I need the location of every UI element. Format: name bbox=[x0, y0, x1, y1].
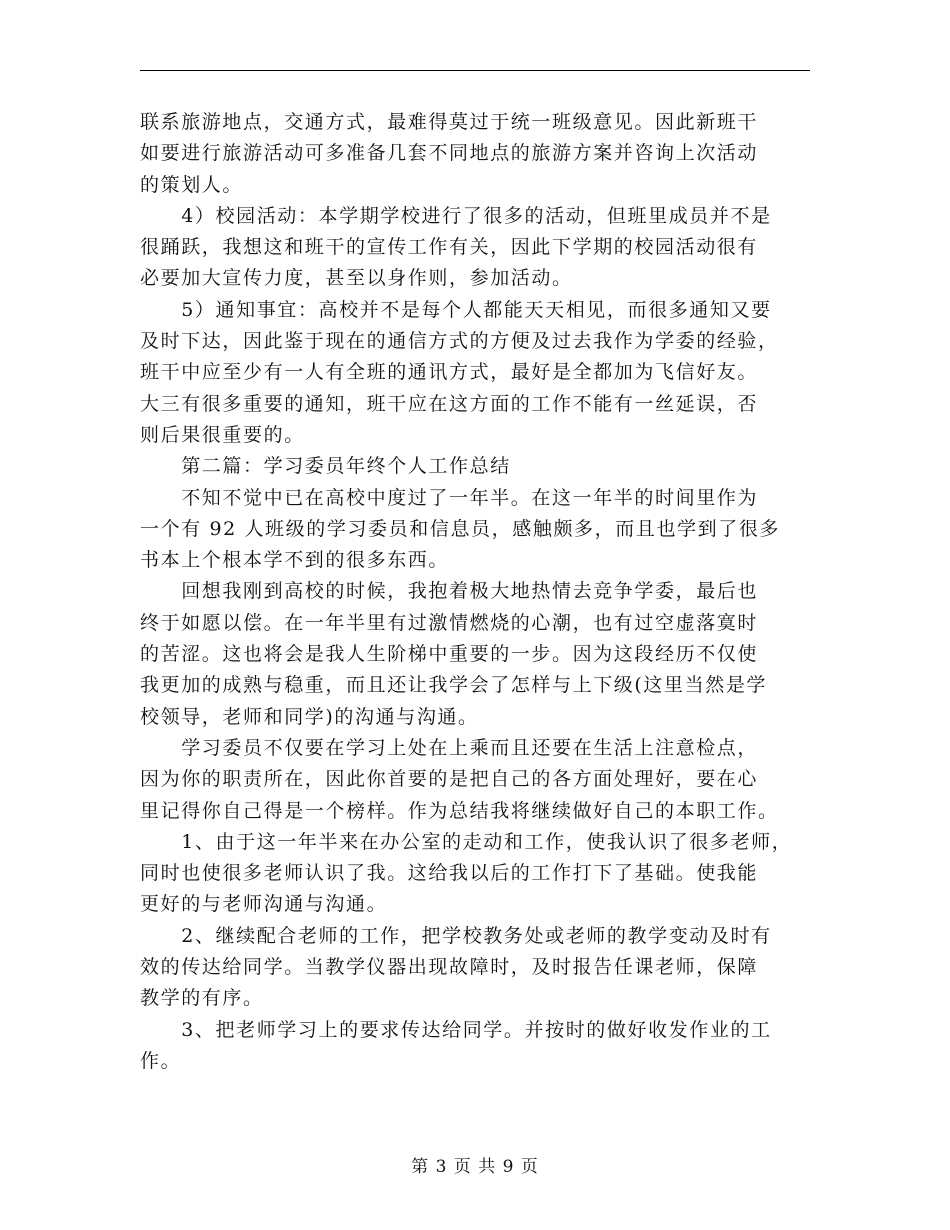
text-line: 校领导，老师和同学)的沟通与沟通。 bbox=[140, 705, 479, 728]
text-line: 1、由于这一年半来在办公室的走动和工作，使我认识了很多老师， bbox=[140, 830, 793, 853]
text-line: 班干中应至少有一人有全班的通讯方式，最好是全都加为飞信好友。 bbox=[140, 361, 759, 384]
text-line: 里记得你自己得是一个榜样。作为总结我将继续做好自己的本职工作。 bbox=[140, 799, 779, 822]
text-line: 的苦涩。这也将会是我人生阶梯中重要的一步。因为这段经历不仅使 bbox=[140, 643, 759, 666]
text-line: 书本上个根本学不到的很多东西。 bbox=[140, 549, 450, 572]
document-body bbox=[140, 107, 820, 1077]
text-line: 我更加的成熟与稳重，而且还让我学会了怎样与上下级(这里当然是学 bbox=[140, 674, 768, 697]
text-line: 同时也使很多老师认识了我。这给我以后的工作打下了基础。使我能 bbox=[140, 862, 759, 885]
text-line: 更好的与老师沟通与沟通。 bbox=[140, 893, 388, 916]
text-line: 第二篇：学习委员年终个人工作总结 bbox=[140, 455, 511, 478]
text-line: 必要加大宣传力度，甚至以身作则，参加活动。 bbox=[140, 267, 573, 290]
page-footer: 第 3 页 共 9 页 bbox=[411, 1157, 539, 1177]
text-line: 回想我刚到高校的时候，我抱着极大地热情去竞争学委，最后也 bbox=[140, 580, 759, 603]
text-line: 2、继续配合老师的工作，把学校教务处或老师的教学变动及时有 bbox=[140, 924, 772, 947]
text-line: 的策划人。 bbox=[140, 173, 244, 196]
text-line: 很踊跃，我想这和班干的宣传工作有关，因此下学期的校园活动很有 bbox=[140, 236, 759, 259]
text-line: 3、把老师学习上的要求传达给同学。并按时的做好收发作业的工 bbox=[140, 1018, 772, 1041]
text-line: 不知不觉中已在高校中度过了一年半。在这一年半的时间里作为 bbox=[140, 486, 759, 509]
text-line: 如要进行旅游活动可多准备几套不同地点的旅游方案并咨询上次活动 bbox=[140, 142, 759, 165]
text-line: 及时下达，因此鉴于现在的通信方式的方便及过去我作为学委的经验， bbox=[140, 330, 779, 353]
text-line: 终于如愿以偿。在一年半里有过激情燃烧的心潮，也有过空虚落寞时 bbox=[140, 611, 759, 634]
text-line: 效的传达给同学。当教学仪器出现故障时，及时报告任课老师，保障 bbox=[140, 956, 759, 979]
text-line: 5）通知事宜：高校并不是每个人都能天天相见，而很多通知又要 bbox=[140, 298, 772, 321]
text-line: 教学的有序。 bbox=[140, 987, 264, 1010]
text-line: 作。 bbox=[140, 1049, 182, 1072]
text-line: 4）校园活动：本学期学校进行了很多的活动，但班里成员并不是 bbox=[140, 204, 772, 227]
text-line: 大三有很多重要的通知，班干应在这方面的工作不能有一丝延误，否 bbox=[140, 392, 759, 415]
text-line: 因为你的职责所在，因此你首要的是把自己的各方面处理好，要在心 bbox=[140, 768, 759, 791]
text-line: 学习委员不仅要在学习上处在上乘而且还要在生活上注意检点， bbox=[140, 736, 759, 759]
text-line: 则后果很重要的。 bbox=[140, 423, 305, 446]
text-line: 联系旅游地点，交通方式，最难得莫过于统一班级意见。因此新班干 bbox=[140, 111, 759, 133]
text-line: 一个有 92 人班级的学习委员和信息员，感触颇多，而且也学到了很多 bbox=[140, 517, 781, 540]
header-rule bbox=[140, 70, 810, 71]
